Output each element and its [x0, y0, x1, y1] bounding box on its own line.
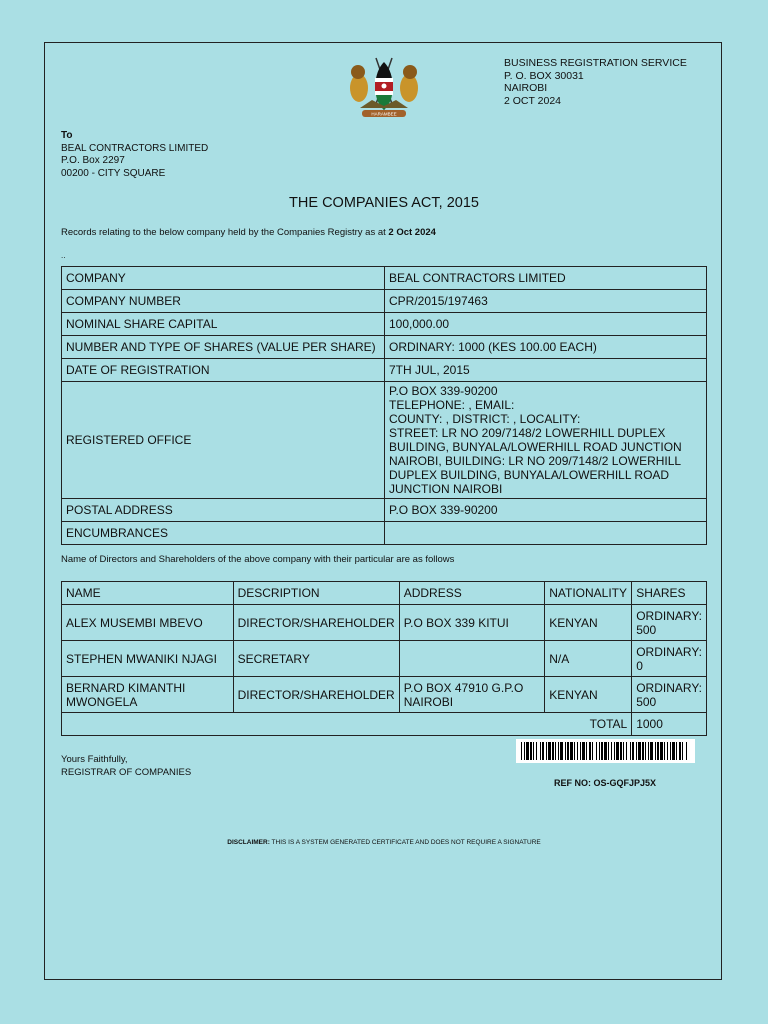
barcode-bar [657, 742, 659, 760]
header-shares: SHARES [632, 582, 707, 605]
barcode-bar [536, 742, 537, 760]
barcode-bar [638, 742, 641, 760]
barcode-bar [570, 742, 573, 760]
info-label: COMPANY NUMBER [62, 290, 385, 313]
sender-address [504, 57, 687, 107]
info-value [385, 522, 707, 545]
table-row [62, 677, 707, 713]
barcode-bar [672, 742, 675, 760]
barcode-bar [577, 742, 578, 760]
reference-number: REF NO: OS-GQFJPJ5X [554, 778, 657, 788]
header-description: DESCRIPTION [233, 582, 399, 605]
to-label: To [61, 130, 73, 141]
barcode-bar [620, 742, 622, 760]
barcode-bar [630, 742, 631, 760]
barcode-bar [586, 742, 587, 760]
barcode-bar [632, 742, 634, 760]
barcode-bar [645, 742, 646, 760]
barcode-bar [614, 742, 615, 760]
office-line: STREET: LR NO 209/7148/2 LOWERHILL DUPLEX [389, 426, 666, 440]
directors-table [61, 581, 707, 736]
office-line: JUNCTION NAIROBI [389, 482, 503, 496]
info-value: CPR/2015/197463 [385, 290, 707, 313]
director-address: P.O BOX 47910 G.P.O NAIROBI [399, 677, 544, 713]
disclaimer [0, 839, 768, 846]
director-nationality: KENYAN [545, 605, 632, 641]
table-row [62, 641, 707, 677]
issue-date: 2 OCT 2024 [504, 94, 562, 107]
barcode-bar [611, 742, 612, 760]
barcode-bar [555, 742, 556, 760]
barcode-bar [533, 742, 534, 760]
info-label: POSTAL ADDRESS [62, 499, 385, 522]
table-row [62, 359, 707, 382]
recipient-postal: 00200 - CITY SQUARE [61, 167, 166, 179]
registrar-title: REGISTRAR OF COMPANIES [61, 766, 192, 778]
coat-of-arms-icon [346, 54, 422, 120]
barcode-bar [596, 742, 597, 760]
director-name: BERNARD KIMANTHI MWONGELA [62, 677, 234, 713]
recipient-name: BEAL CONTRACTORS LIMITED [61, 142, 209, 154]
director-description: DIRECTOR/SHAREHOLDER [233, 677, 399, 713]
recipient-address [61, 130, 208, 180]
info-value: 7TH JUL, 2015 [385, 359, 707, 382]
director-name: ALEX MUSEMBI MBEVO [62, 605, 234, 641]
total-row [62, 713, 707, 736]
records-date: 2 Oct 2024 [388, 227, 436, 238]
table-row [62, 336, 707, 359]
records-statement [61, 227, 436, 238]
barcode-bar [574, 742, 575, 760]
barcode-bar [642, 742, 644, 760]
header-name: NAME [62, 582, 234, 605]
barcode-bar [604, 742, 607, 760]
barcode-bar [540, 742, 541, 760]
table-row [62, 267, 707, 290]
barcode-bar [670, 742, 671, 760]
dots: .. [61, 251, 66, 260]
director-address: P.O BOX 339 KITUI [399, 605, 544, 641]
barcode-bar [558, 742, 559, 760]
director-description: SECRETARY [233, 641, 399, 677]
barcode-bar [650, 742, 653, 760]
barcode-bar [636, 742, 637, 760]
barcode-bar [599, 742, 600, 760]
agency-name: BUSINESS REGISTRATION SERVICE [504, 57, 687, 69]
info-value: BEAL CONTRACTORS LIMITED [385, 267, 707, 290]
registered-office-value [385, 382, 707, 499]
header-nationality: NATIONALITY [545, 582, 632, 605]
directors-note: Name of Directors and Shareholders of the above company with their particular are as follows [61, 554, 455, 565]
total-value: 1000 [632, 713, 707, 736]
total-label: TOTAL [62, 713, 632, 736]
director-name: STEPHEN MWANIKI NJAGI [62, 641, 234, 677]
office-line: COUNTY: , DISTRICT: , LOCALITY: [389, 412, 581, 426]
barcode-bar [682, 742, 683, 760]
director-address [399, 641, 544, 677]
barcode-bar [524, 742, 525, 760]
closing [61, 754, 191, 779]
director-shares: ORDINARY: 500 [632, 605, 707, 641]
table-row [62, 382, 707, 499]
agency-po-box: P. O. BOX 30031 [504, 69, 584, 82]
barcode-bar [521, 742, 522, 760]
director-description: DIRECTOR/SHAREHOLDER [233, 605, 399, 641]
barcode [516, 739, 695, 763]
barcode-bar [664, 742, 665, 760]
agency-city: NAIROBI [504, 82, 548, 94]
closing-line: Yours Faithfully, [61, 754, 128, 765]
office-line: P.O BOX 339-90200 [389, 384, 498, 398]
barcode-bar [667, 742, 668, 760]
barcode-bar [679, 742, 681, 760]
barcode-bar [608, 742, 609, 760]
barcode-bar [548, 742, 551, 760]
info-label: NUMBER AND TYPE OF SHARES (VALUE PER SHARE) [62, 336, 385, 359]
barcode-bar [560, 742, 563, 760]
barcode-bar [526, 742, 529, 760]
barcode-bar [676, 742, 677, 760]
barcode-bar [626, 742, 627, 760]
barcode-bar [655, 742, 656, 760]
info-label: REGISTERED OFFICE [62, 382, 385, 499]
barcode-bar [546, 742, 547, 760]
barcode-bar [589, 742, 591, 760]
barcode-bar [592, 742, 593, 760]
disclaimer-text: THIS IS A SYSTEM GENERATED CERTIFICATE AND DOES NOT REQUIRE A SIGNATURE [269, 839, 541, 846]
barcode-bar [552, 742, 554, 760]
info-label: NOMINAL SHARE CAPITAL [62, 313, 385, 336]
director-shares: ORDINARY: 500 [632, 677, 707, 713]
office-line: NAIROBI, BUILDING: LR NO 209/7148/2 LOWERHILL [389, 454, 682, 468]
table-row [62, 290, 707, 313]
info-label: COMPANY [62, 267, 385, 290]
barcode-bar [542, 742, 544, 760]
info-value: ORDINARY: 1000 (KES 100.00 EACH) [385, 336, 707, 359]
barcode-bar [530, 742, 532, 760]
barcode-bar [623, 742, 624, 760]
barcode-bar [567, 742, 569, 760]
info-label: ENCUMBRANCES [62, 522, 385, 545]
director-nationality: KENYAN [545, 677, 632, 713]
barcode-bar [616, 742, 619, 760]
office-line: BUILDING, BUNYALA/LOWERHILL ROAD JUNCTION [389, 440, 682, 454]
company-info-table [61, 266, 707, 545]
barcode-bar [686, 742, 687, 760]
info-value: 100,000.00 [385, 313, 707, 336]
table-row [62, 499, 707, 522]
records-text: Records relating to the below company held by the Companies Registry as at [61, 227, 389, 238]
barcode-bar [582, 742, 585, 760]
table-row [62, 522, 707, 545]
document-title: THE COMPANIES ACT, 2015 [289, 195, 479, 211]
office-line: DUPLEX BUILDING, BUNYALA/LOWERHILL ROAD [389, 468, 670, 482]
recipient-box: P.O. Box 2297 [61, 155, 125, 166]
table-row [62, 605, 707, 641]
barcode-bar [648, 742, 649, 760]
table-row [62, 313, 707, 336]
director-shares: ORDINARY: 0 [632, 641, 707, 677]
info-value: P.O BOX 339-90200 [385, 499, 707, 522]
barcode-bar [580, 742, 581, 760]
barcode-bar [601, 742, 603, 760]
office-line: TELEPHONE: , EMAIL: [389, 398, 515, 412]
barcode-bar [660, 742, 663, 760]
disclaimer-label: DISCLAIMER: [227, 839, 270, 846]
header-address: ADDRESS [399, 582, 544, 605]
barcode-bar [565, 742, 566, 760]
emblem-motto: HARAMBEE [371, 111, 397, 117]
table-header-row [62, 582, 707, 605]
director-nationality: N/A [545, 641, 632, 677]
info-label: DATE OF REGISTRATION [62, 359, 385, 382]
